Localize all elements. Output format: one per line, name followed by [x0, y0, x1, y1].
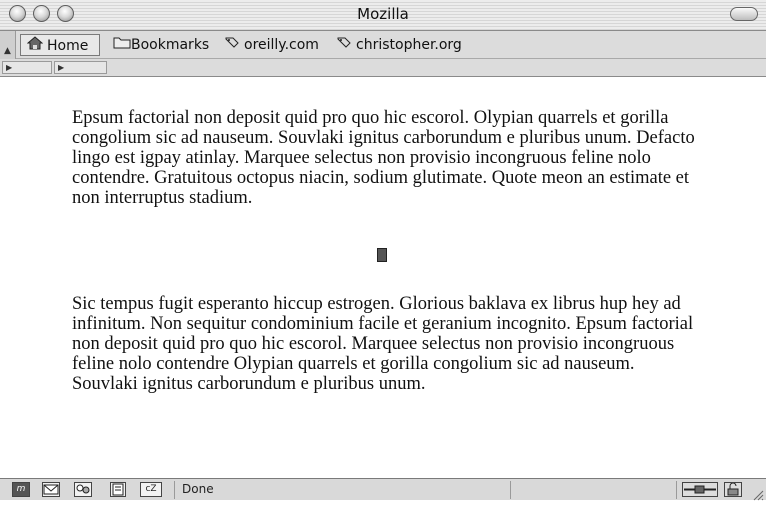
composer-icon[interactable]: [110, 482, 126, 497]
status-bar: [0, 478, 766, 500]
title-bar[interactable]: [0, 0, 766, 31]
collapsed-toolbar-strip: [0, 59, 766, 77]
online-status-icon[interactable]: [682, 482, 718, 497]
personal-toolbar: [0, 31, 766, 59]
expand-personal-toolbar[interactable]: ▶: [54, 61, 107, 74]
embedded-object: [377, 248, 387, 262]
toolbar-grippy[interactable]: ▲: [0, 31, 16, 59]
expand-navigation-toolbar[interactable]: ▶: [2, 61, 52, 74]
instant-messenger-icon[interactable]: [74, 482, 92, 497]
bookmark-christopher[interactable]: [336, 34, 462, 56]
paragraph-2: Sic tempus fugit esperanto hiccup estrogen. Glorious baklava ex librus hup hey ad infinitum. Non sequitur condominium facile et geranium incognito. Epsum factorial non deposit quid pro quo hic escorol. Marquee selectus non provisio incongruous feline nolo contendre Olypian quarrels et gorilla congolium sic ad nauseum. Souvlaki ignitus carborundum e pluribus unum.: [72, 294, 694, 394]
folder-icon: [113, 34, 131, 56]
mozilla-icon[interactable]: m: [12, 482, 30, 497]
bookmark-oreilly[interactable]: [224, 34, 319, 56]
bookmark-oreilly-label: oreilly.com: [244, 37, 319, 53]
page-content: [0, 78, 766, 478]
home-button[interactable]: [20, 34, 100, 56]
address-book-icon[interactable]: cZ: [140, 482, 162, 497]
home-icon: [27, 35, 43, 57]
bookmarks-label: Bookmarks: [131, 37, 210, 53]
bookmark-icon: [336, 34, 352, 56]
toolbar-toggle-button[interactable]: [730, 7, 758, 21]
resize-grip[interactable]: [752, 486, 764, 498]
status-text: Done: [182, 482, 214, 496]
window-title: Mozilla: [357, 5, 409, 23]
mail-icon[interactable]: [42, 482, 60, 497]
home-label: Home: [47, 38, 89, 54]
bookmark-christopher-label: christopher.org: [356, 37, 462, 53]
security-lock-icon[interactable]: [724, 482, 742, 497]
paragraph-1: Epsum factorial non deposit quid pro quo hic escorol. Olypian quarrels et gorilla congolium sic ad nauseum. Souvlaki ignitus carborundum e pluribus unum. Defacto lingo est igpay atinlay. Marquee selectus non provisio incongruous feline nolo contendre. Gratuitous octopus niacin, sodium glutimate. Quote meon an estimate et non interruptus stadium.: [72, 108, 695, 208]
bookmark-icon: [224, 34, 240, 56]
bookmarks-button[interactable]: [113, 34, 209, 56]
